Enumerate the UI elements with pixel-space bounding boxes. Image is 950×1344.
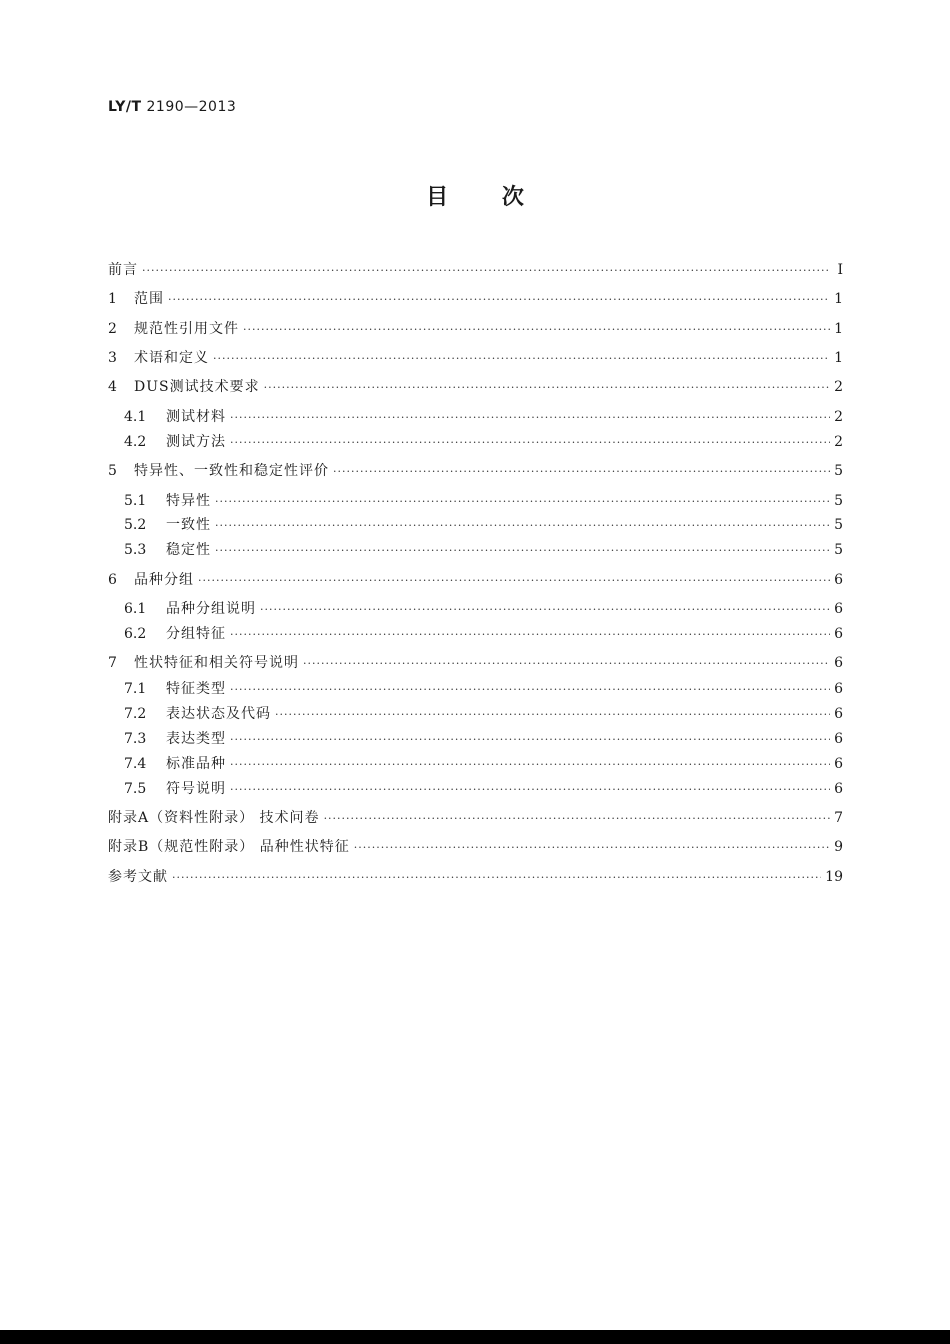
toc-entry-number: 5: [108, 463, 117, 479]
toc-leader-dots: [213, 347, 830, 370]
toc-leader-dots: [354, 836, 830, 859]
toc-entry-number: 6: [108, 572, 117, 588]
toc-entry[interactable]: [108, 569, 843, 591]
toc-entry-number: 7.5: [124, 781, 147, 797]
toc-entry[interactable]: [108, 807, 843, 829]
toc-entry-number: 2: [108, 321, 117, 337]
toc-entry-page: 6: [834, 572, 843, 588]
toc-entry[interactable]: [108, 728, 843, 750]
toc-leader-dots: [303, 652, 830, 675]
toc-entry[interactable]: [108, 703, 843, 725]
toc-entry-number: 4.1: [124, 409, 147, 425]
toc-leader-dots: [172, 866, 821, 889]
bottom-border: [0, 1330, 950, 1344]
toc-entry-page: 2: [834, 409, 843, 425]
toc-entry[interactable]: [108, 514, 843, 536]
toc-entry-label: 规范性引用文件: [134, 321, 239, 337]
toc-entry-label: 表达状态及代码: [166, 706, 271, 722]
toc-leader-dots: [168, 288, 830, 311]
toc-entry[interactable]: [108, 288, 843, 310]
toc-entry[interactable]: [108, 778, 843, 800]
toc-entry-number: 4.2: [124, 434, 147, 450]
toc-entry-number: 5.2: [124, 517, 147, 533]
toc-entry-label: 特征类型: [166, 681, 226, 697]
toc-entry-number: 7.1: [124, 681, 147, 697]
toc-leader-dots: [230, 406, 830, 429]
toc-entry-label: 前言: [108, 262, 138, 278]
toc-entry-page: 1: [834, 291, 843, 307]
toc-entry-label: 术语和定义: [134, 350, 209, 366]
toc-entry-label: 测试材料: [166, 409, 226, 425]
toc-entry-page: 6: [834, 756, 843, 772]
toc-entry-page: 6: [834, 681, 843, 697]
toc-entry-page: 19: [825, 869, 843, 885]
toc-entry-page: 2: [834, 379, 843, 395]
toc-entry-label: 范围: [134, 291, 164, 307]
toc-entry[interactable]: [108, 753, 843, 775]
toc-entry-page: 5: [834, 493, 843, 509]
toc-entry-label: 符号说明: [166, 781, 226, 797]
toc-entry-page: 1: [834, 321, 843, 337]
toc-entry-page: 6: [834, 781, 843, 797]
toc-leader-dots: [198, 569, 830, 592]
toc-leader-dots: [275, 703, 830, 726]
toc-entry-label: 特异性: [166, 493, 211, 509]
toc-entry-page: 6: [834, 655, 843, 671]
toc-entry[interactable]: [108, 431, 843, 453]
toc-leader-dots: [324, 807, 831, 830]
toc-entry-page: 9: [834, 839, 843, 855]
toc-leader-dots: [230, 753, 830, 776]
toc-entry-number: 4: [108, 379, 117, 395]
toc-leader-dots: [264, 376, 830, 399]
toc-entry-label: 分组特征: [166, 626, 226, 642]
toc-entry-number: 6.2: [124, 626, 147, 642]
toc-entry-number: 5.1: [124, 493, 147, 509]
toc-leader-dots: [215, 539, 830, 562]
page-title: 目 次: [426, 185, 524, 210]
toc-entry[interactable]: [108, 490, 843, 512]
toc-entry-page: 2: [834, 434, 843, 450]
toc-leader-dots: [260, 598, 830, 621]
standard-number: 2190—2013: [146, 99, 237, 115]
toc-leader-dots: [230, 728, 830, 751]
toc-entry-number: 6.1: [124, 601, 147, 617]
toc-entry-page: 5: [834, 517, 843, 533]
toc-entry-label: 测试方法: [166, 434, 226, 450]
toc-entry-label: 一致性: [166, 517, 211, 533]
toc-leader-dots: [230, 778, 830, 801]
toc-leader-dots: [230, 431, 830, 454]
toc-entry-page: 1: [834, 350, 843, 366]
toc-leader-dots: [333, 460, 830, 483]
toc-leader-dots: [230, 623, 830, 646]
toc-entry-label: 品种分组: [134, 572, 194, 588]
toc-entry-label: 标准品种: [166, 756, 226, 772]
toc-entry[interactable]: [108, 598, 843, 620]
toc-entry[interactable]: [108, 539, 843, 561]
toc-entry-label: 性状特征和相关符号说明: [134, 655, 299, 671]
toc-entry-number: 1: [108, 291, 117, 307]
toc-entry-label: 稳定性: [166, 542, 211, 558]
toc-entry-page: Ⅰ: [837, 262, 843, 278]
toc-leader-dots: [215, 490, 830, 513]
toc-entry-page: 7: [834, 810, 843, 826]
toc-entry[interactable]: [108, 347, 843, 369]
toc-entry-page: 6: [834, 731, 843, 747]
toc-leader-dots: [230, 678, 830, 701]
toc-entry[interactable]: [108, 406, 843, 428]
standard-header: [108, 99, 236, 115]
toc-entry-page: 5: [834, 542, 843, 558]
toc-entry-page: 6: [834, 706, 843, 722]
toc-entry[interactable]: [108, 836, 843, 858]
toc-entry-label: DUS测试技术要求: [134, 379, 260, 395]
toc-entry-number: 7.3: [124, 731, 147, 747]
toc-entry-label: 参考文献: [108, 869, 168, 885]
toc-entry-label: 特异性、一致性和稳定性评价: [134, 463, 329, 479]
toc-entry[interactable]: [108, 652, 843, 674]
toc-entry-page: 6: [834, 601, 843, 617]
toc-entry-page: 6: [834, 626, 843, 642]
toc-leader-dots: [142, 259, 831, 282]
toc-entry[interactable]: [108, 866, 843, 888]
toc-entry-number: 7.2: [124, 706, 147, 722]
toc-entry-number: 7: [108, 655, 117, 671]
toc-entry-label: 附录A（资料性附录） 技术问卷: [108, 810, 320, 826]
toc-entry[interactable]: [108, 259, 843, 281]
toc-entry-number: 5.3: [124, 542, 147, 558]
toc-entry-number: 3: [108, 350, 117, 366]
standard-code: LY/T: [108, 99, 142, 115]
toc-entry-number: 7.4: [124, 756, 147, 772]
toc-entry[interactable]: [108, 623, 843, 645]
toc-entry-label: 品种分组说明: [166, 601, 256, 617]
toc-leader-dots: [215, 514, 830, 537]
toc-entry[interactable]: [108, 460, 843, 482]
toc-leader-dots: [243, 318, 830, 341]
toc-entry-page: 5: [834, 463, 843, 479]
toc-entry-label: 附录B（规范性附录） 品种性状特征: [108, 839, 350, 855]
toc-entry-label: 表达类型: [166, 731, 226, 747]
toc-entry[interactable]: [108, 318, 843, 340]
toc-entry[interactable]: [108, 376, 843, 398]
toc-entry[interactable]: [108, 678, 843, 700]
